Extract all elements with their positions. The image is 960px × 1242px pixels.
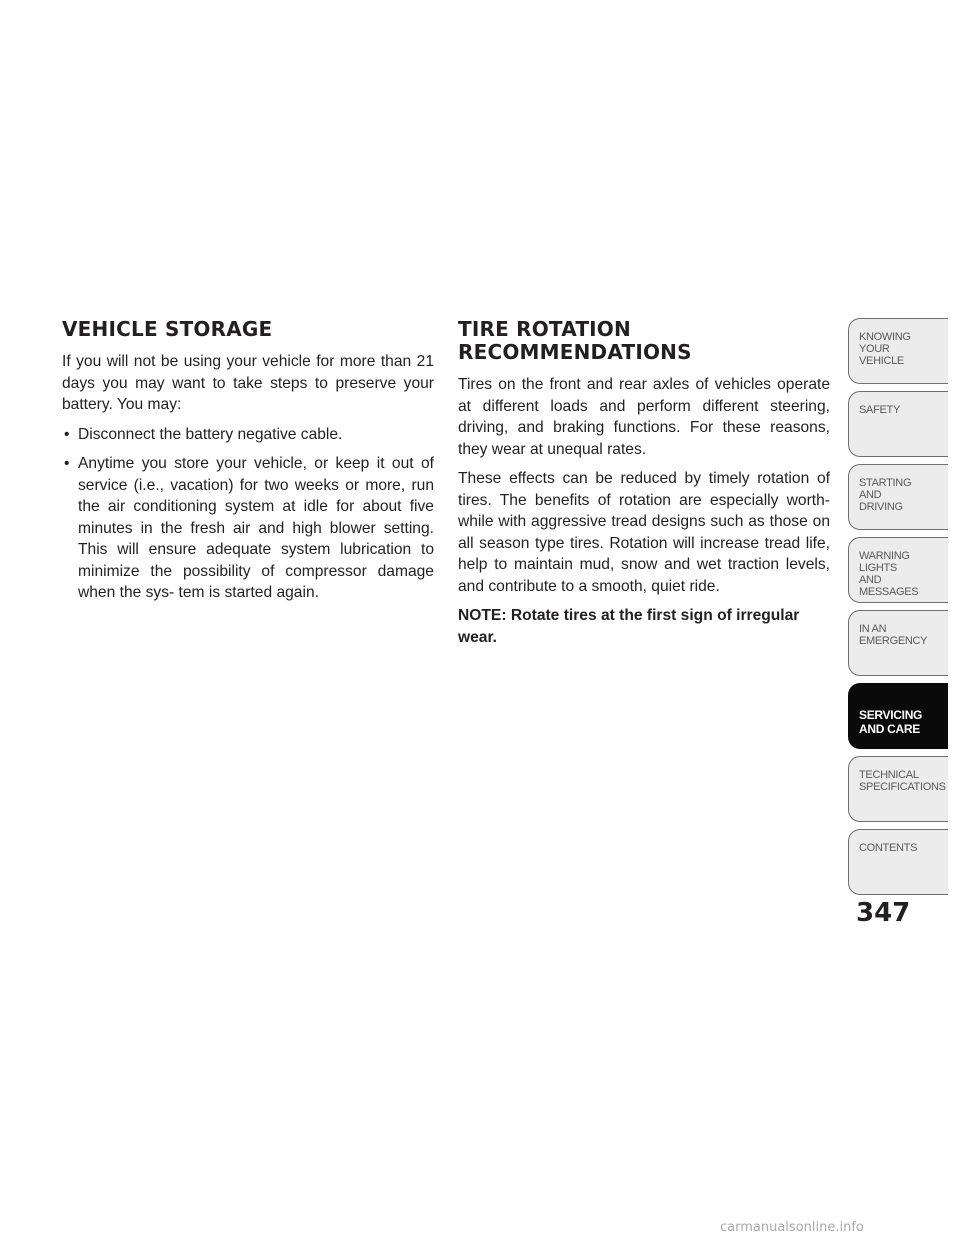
tab-starting-and-driving[interactable]: STARTING AND DRIVING: [848, 464, 948, 530]
tab-technical-specifications[interactable]: TECHNICAL SPECIFICATIONS: [848, 756, 948, 822]
tire-rotation-paragraph: Tires on the front and rear axles of vehicles operate at different loads and perform different steering, driving, and braking functions. For these reasons, they wear at unequal rates.: [458, 376, 830, 458]
footer-watermark: carmanualsonline.info: [720, 1220, 864, 1235]
bullet-icon: •: [64, 455, 70, 472]
chapter-tabs: [848, 318, 948, 902]
page-number: 347: [856, 898, 911, 928]
tab-knowing-your-vehicle[interactable]: KNOWING YOUR VEHICLE: [848, 318, 948, 384]
tire-rotation-heading: TIRE ROTATION RECOMMENDATIONS: [458, 317, 692, 364]
left-column: [62, 318, 434, 612]
tab-in-an-emergency[interactable]: IN AN EMERGENCY: [848, 610, 948, 676]
vehicle-storage-intro: If you will not be using your vehicle for more than 21 days you may want to take steps to preserve your battery. You may:: [62, 353, 434, 413]
tab-warning-lights-and-messages[interactable]: WARNING LIGHTS AND MESSAGES: [848, 537, 948, 603]
tab-servicing-and-care[interactable]: SERVICING AND CARE: [848, 683, 948, 749]
list-item: [62, 453, 434, 604]
vehicle-storage-list: [62, 424, 434, 604]
list-item-text: Anytime you store your vehicle, or keep it out of service (i.e., vacation) for two weeks or more, run the air conditioning system at idle for about five minutes in the fresh air and high blower setting. This will ensure adequate system lubrication to minimize the possibility of compressor damage when the sys- tem is started again.: [78, 455, 434, 601]
bullet-icon: •: [64, 425, 70, 443]
tire-rotation-note: NOTE: Rotate tires at the first sign of irregular wear.: [458, 607, 800, 646]
right-column: [458, 318, 830, 656]
list-item: [62, 424, 434, 446]
tab-contents[interactable]: CONTENTS: [848, 829, 948, 895]
tire-rotation-paragraph: These effects can be reduced by timely rotation of tires. The benefits of rotation are especially worth- while with aggressive tread designs such as those on all season type tires. Rotation will increase tread life, help to maintain mud, snow and wet traction levels, and contribute to a smooth, quiet ride.: [458, 470, 830, 595]
vehicle-storage-heading: VEHICLE STORAGE: [62, 317, 273, 341]
list-item-text: Disconnect the battery negative cable.: [78, 425, 343, 443]
tab-safety[interactable]: SAFETY: [848, 391, 948, 457]
